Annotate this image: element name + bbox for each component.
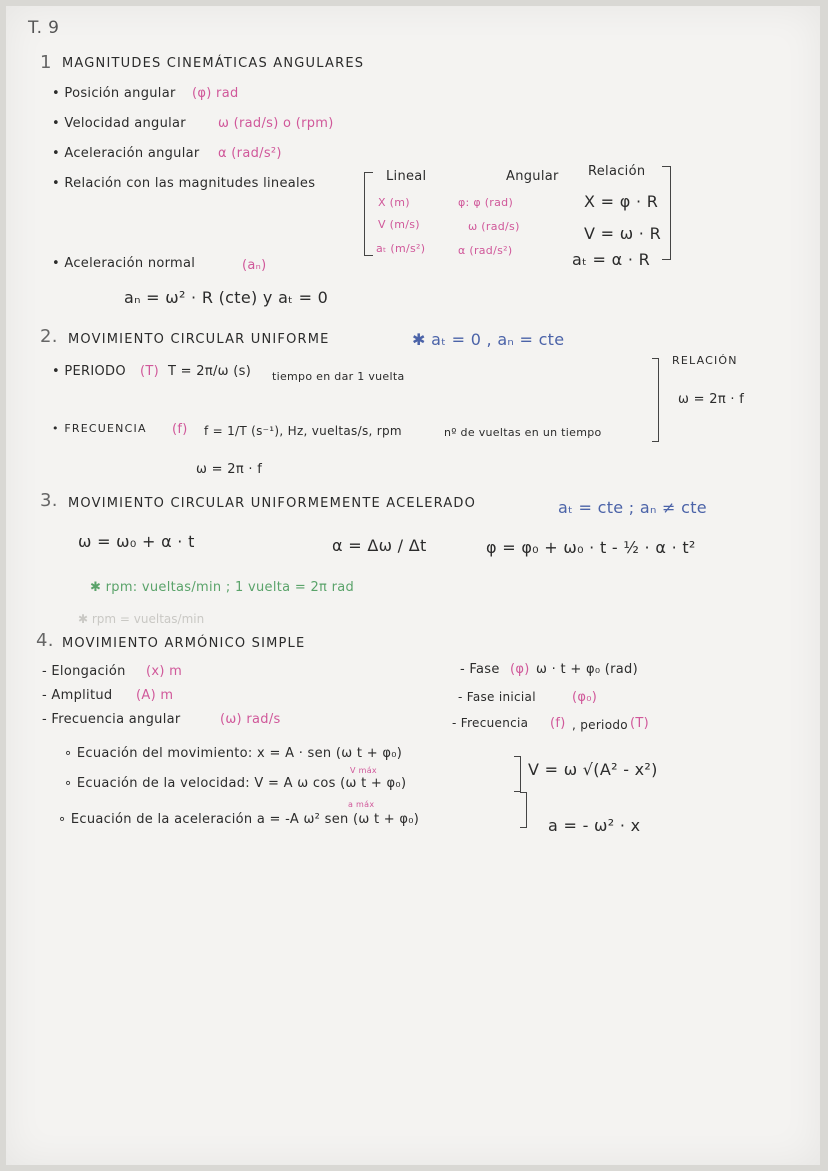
angular-alpha: α (rad/s²) (458, 244, 513, 257)
s2-frecuencia: • FRECUENCIA (52, 422, 147, 435)
notebook-page (6, 6, 820, 1165)
s2-omega-equation: ω = 2π · f (196, 462, 263, 477)
relacion-label: RELACIÓN (672, 354, 738, 367)
s4-periodo-symbol: (T) (630, 716, 649, 731)
s4-ecuacion-aceleracion: ∘ Ecuación de la aceleración a = -A ω² sen (ω t + φ₀) (58, 812, 420, 827)
section-4-title: MOVIMIENTO ARMÓNICO SIMPLE (62, 636, 306, 651)
s4-elongacion: - Elongación (42, 664, 126, 679)
s1-bullet-aceleracion: • Aceleración angular (52, 146, 200, 161)
relacion-at: aₜ = α · R (572, 250, 651, 269)
s2-periodo-symbol: (T) (140, 364, 159, 379)
lineal-at: aₜ (m/s²) (376, 242, 426, 255)
s4-periodo: , periodo (572, 718, 628, 732)
s1-bullet-normal-unit: (aₙ) (242, 258, 267, 273)
s1-bullet-normal: • Aceleración normal (52, 256, 196, 271)
s4-frecuencia-angular-unit: (ω) rad/s (220, 712, 281, 727)
angular-phi: φ: φ (rad) (458, 196, 514, 209)
s4-vmax-label: V máx (350, 766, 377, 775)
s1-bullet-posicion-unit: (φ) rad (192, 86, 239, 101)
s4-frecuencia: - Frecuencia (452, 716, 529, 730)
section-3-condition: aₜ = cte ; aₙ ≠ cte (558, 498, 707, 517)
relacion-bracket (652, 358, 659, 442)
section-4-number: 4. (36, 630, 54, 651)
s3-ghost-note: ✱ rpm = vueltas/min (78, 612, 205, 626)
s2-frecuencia-symbol: (f) (172, 422, 188, 437)
s3-phi-equation: φ = φ₀ + ω₀ · t - ½ · α · t² (486, 538, 696, 557)
table-left-bracket (364, 172, 373, 256)
s2-periodo: • PERIODO (52, 364, 126, 379)
s1-bullet-relacion: • Relación con las magnitudes lineales (52, 176, 316, 191)
normal-accel-equation: aₙ = ω² · R (cte) y aₜ = 0 (124, 288, 329, 307)
relacion-v: V = ω · R (584, 224, 661, 243)
s4-elongacion-unit: (x) m (146, 664, 183, 679)
section-1-title: MAGNITUDES CINEMÁTICAS ANGULARES (62, 56, 365, 71)
relacion-x: X = φ · R (584, 192, 659, 211)
s4-fase-inicial: - Fase inicial (458, 690, 536, 704)
s4-ecuacion-movimiento: ∘ Ecuación del movimiento: x = A · sen (ω t + φ₀) (64, 746, 403, 761)
s3-alpha-equation: α = Δω / Δt (332, 536, 427, 555)
s4-frecuencia-angular: - Frecuencia angular (42, 712, 181, 727)
s4-ecuacion-velocidad: ∘ Ecuación de la velocidad: V = A ω cos (ω t + φ₀) (64, 776, 407, 791)
section-2-title: MOVIMIENTO CIRCULAR UNIFORME (68, 332, 330, 347)
s1-bullet-posicion: • Posición angular (52, 86, 176, 101)
s4-accel-result: a = - ω² · x (548, 816, 641, 835)
s3-rpm-note: ✱ rpm: vueltas/min ; 1 vuelta = 2π rad (90, 580, 355, 595)
s2-frecuencia-formula: f = 1/T (s⁻¹), Hz, vueltas/s, rpm (204, 424, 402, 438)
lineal-v: V (m/s) (378, 218, 420, 231)
section-2-condition: ✱ aₜ = 0 , aₙ = cte (412, 330, 565, 349)
relacion-formula: ω = 2π · f (678, 392, 745, 407)
s1-bullet-velocidad-unit: ω (rad/s) o (rpm) (218, 116, 334, 131)
col-header-lineal: Lineal (386, 169, 427, 184)
topic-label: T. 9 (28, 18, 60, 38)
s2-frecuencia-desc: nº de vueltas en un tiempo (444, 426, 602, 439)
s4-fase-formula: ω · t + φ₀ (rad) (536, 662, 638, 677)
s1-bullet-velocidad: • Velocidad angular (52, 116, 186, 131)
s4-amax-label: a máx (348, 800, 375, 809)
s4-fase: - Fase (460, 662, 500, 677)
s3-omega-equation: ω = ω₀ + α · t (78, 532, 195, 551)
lineal-x: X (m) (378, 196, 410, 209)
velocity-bracket (514, 756, 521, 792)
section-2-number: 2. (40, 326, 58, 347)
s4-velocity-result: V = ω √(A² - x²) (528, 760, 658, 779)
s2-periodo-formula: T = 2π/ω (s) (168, 364, 252, 379)
angular-omega: ω (rad/s) (468, 220, 520, 233)
section-3-title: MOVIMIENTO CIRCULAR UNIFORMEMENTE ACELERADO (68, 496, 477, 511)
section-3-number: 3. (40, 490, 58, 511)
s4-fase-inicial-symbol: (φ₀) (572, 690, 598, 705)
table-right-bracket (662, 166, 671, 260)
s4-amplitud-unit: (A) m (136, 688, 174, 703)
s4-fase-symbol: (φ) (510, 662, 530, 677)
accel-bracket (520, 792, 527, 828)
s4-frecuencia-symbol: (f) (550, 716, 566, 731)
section-1-number: 1 (40, 52, 52, 73)
s1-bullet-aceleracion-unit: α (rad/s²) (218, 146, 282, 161)
col-header-angular: Angular (506, 169, 559, 184)
s4-amplitud: - Amplitud (42, 688, 113, 703)
col-header-relacion: Relación (588, 164, 646, 179)
s2-periodo-desc: tiempo en dar 1 vuelta (272, 370, 405, 383)
